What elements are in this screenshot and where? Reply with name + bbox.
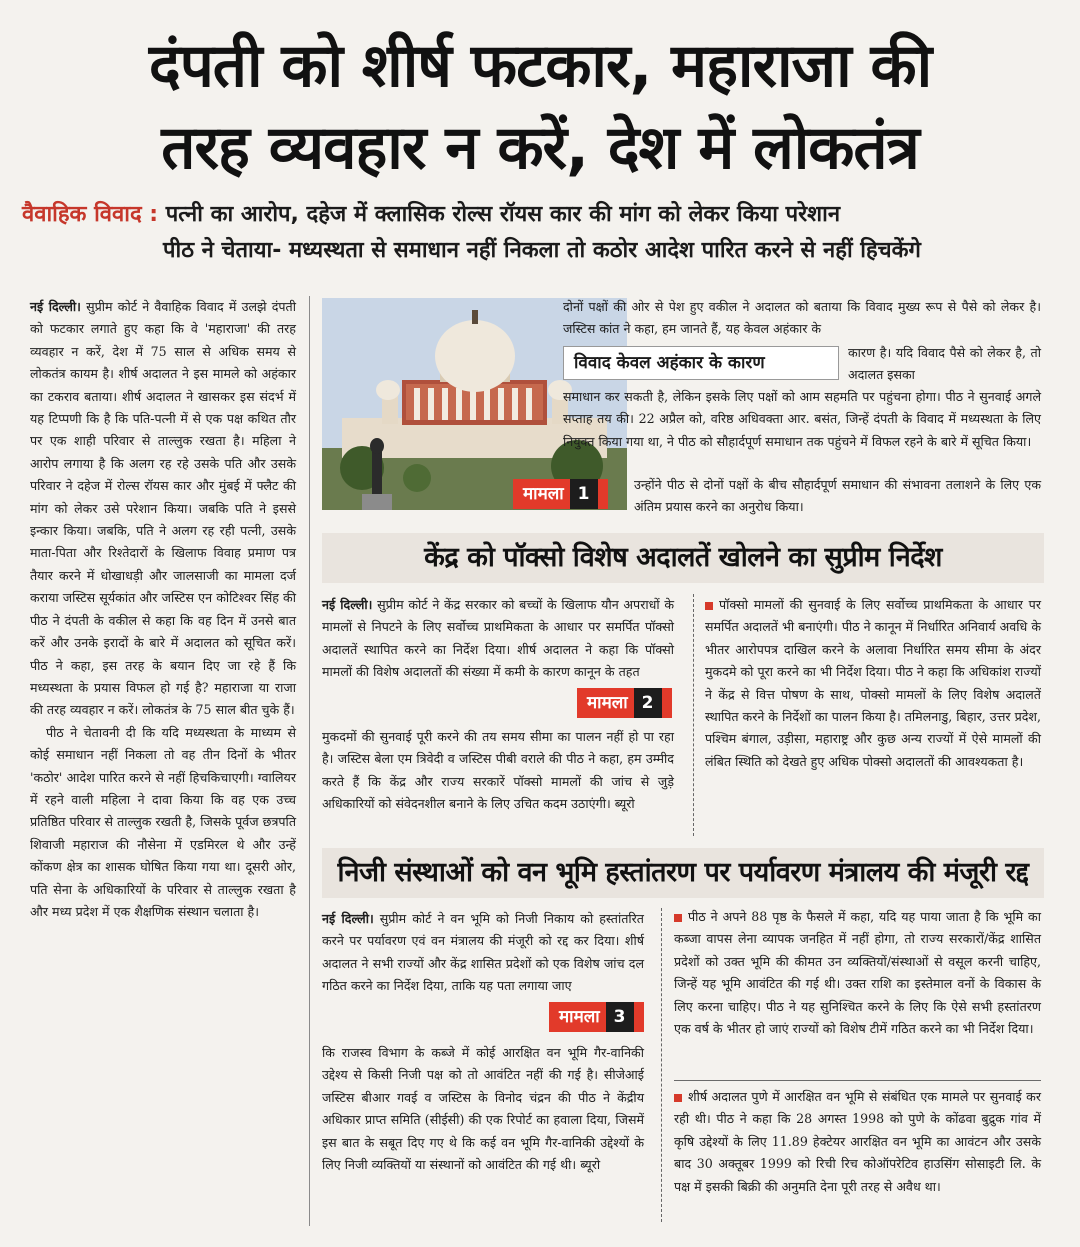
story3-divider	[661, 908, 662, 1222]
story3-left-top	[322, 908, 644, 998]
story1-box-heading: विवाद केवल अहंकार के कारण	[563, 346, 839, 380]
story1-right-side: कारण है। यदि विवाद पैसे को लेकर है, तो अदालत इसका	[848, 345, 1041, 383]
story1-right-rest: समाधान कर सकती है, लेकिन इसके लिए पक्षों को आम सहमति पर पहुंचना होगा। पीठ ने सुनवाई अगले सप्ताह तय की। 22 अप्रैल को, वरिष्ठ अधिवक्ता आर. बसंत, जिन्हें दंपती के विवाद में मध्यस्थता के लिए नियुक्त किया गया था, ने पीठ को सौहार्दपूर्ण समाधान तक पहुंचने में विफल रहने के बारे में सूचित किया।	[563, 389, 1041, 449]
subhead-line-1	[22, 196, 1062, 234]
case-tag-3-label: मामला	[559, 1007, 600, 1027]
case-tag-3-number: 3	[606, 1002, 634, 1032]
case-tag-2-number: 2	[634, 688, 662, 718]
story3-left-top-text: सुप्रीम कोर्ट ने वन भूमि को निजी निकाय को हस्तांतरित करने पर पर्यावरण एवं वन मंत्रालय की मंजूरी को रद्द कर दिया। शीर्ष अदालत ने सभी राज्यों और केंद्र शासित प्रदेशों को एक विशेष जांच दल गठित करने का निर्देश दिया, ताकि यह पता लगाया जाए	[322, 911, 644, 994]
story3-right-rule	[674, 1080, 1041, 1081]
story2-left-top	[322, 594, 674, 684]
case-tag-1-number: 1	[570, 479, 598, 509]
story2-right-text: पॉक्सो मामलों की सुनवाई के लिए सर्वोच्च प्राथमिकता के आधार पर समर्पित अदालतें भी बनाएंगी। पीठ ने कानून में निर्धारित अनिवार्य अवधि के भीतर आरोपपत्र दाखिल करने के अलावा निर्धारित समय सीमा के अंदर मुकदमे को पूरा करने का भी निर्देश दिया। पीठ ने कहा कि अधिकांश राज्यों ने केंद्र से वित्त पोषण के साथ, पोक्सो मामलों के लिए विशेष अदालतें स्थापित करने के निर्देशों का पालन किया है। तमिलनाडु, बिहार, उत्तर प्रदेश, पश्चिम बंगाल, उड़ीसा, महाराष्ट्र और कुछ अन्य राज्यों में ऐसे मामलों की लंबित स्थिति को देखते हुए अधिक पोक्सो अदालतों की आवश्यकता है।	[705, 597, 1041, 769]
story1-right-top: दोनों पक्षों की ओर से पेश हुए वकील ने अदालत को बताया कि विवाद मुख्य रूप से पैसे को लेकर है। जस्टिस कांत ने कहा, हम जानते हैं, यह केवल अहंकार के	[563, 299, 1041, 337]
story2-bullet-icon	[705, 602, 713, 610]
headline-line-1: दंपती को शीर्ष फटकार, महाराजा की	[148, 31, 932, 101]
story2-dateline: नई दिल्ली।	[322, 597, 373, 612]
story1-left-paragraph-1: सुप्रीम कोर्ट ने वैवाहिक विवाद में उलझे दंपती को फटकार लगाते हुए कहा कि वे 'महाराजा' की तरह व्यवहार न करें, देश में 75 साल से अधिक समय से लोकतंत्र कायम है। शीर्ष अदालत ने इस मामले को अहंकार का टकराव बताया। शीर्ष अदालत ने खासकर इस संदर्भ में यह टिप्पणी कि है कि पति-पत्नी में से एक पक्ष कथित तौर पर एक शाही परिवार से ताल्लुक रखता है। महिला ने आरोप लगाया है कि अलग रह रहे उसके पति और उसके परिवार ने दहेज में रोल्स रॉयस कार और मुंबई में फ्लैट की मांग को लेकर उसे परेशान किया। जबकि पति ने इससे इन्कार किया। जबकि, पति ने अलग रह रही पत्नी, उसके माता-पिता और रिश्तेदारों के खिलाफ विवाह प्रमाण पत्र तैयार करने में धोखाधड़ी और जालसाजी का मामला दर्ज कराया जस्टिस सूर्यकांत और जस्टिस एन कोटिश्वर सिंह की पीठ ने दंपती के वकील से कहा कि वह दिन में उनसे बात करें और उनके इरादों के बारे में अदालत को सूचित करें। पीठ ने कहा, इस तरह के बयान दिए जा रहे हैं कि मध्यस्थता के प्रयास विफल हो गई है? महाराजा या राजा की तरह व्यवहार न करें। लोकतंत्र के 75 साल बीत चुके हैं।	[30, 299, 296, 718]
story2-left-bottom: मुकदमों की सुनवाई पूरी करने की तय समय सीमा का पालन नहीं हो पा रहा है। जस्टिस बेला एम त्रिवेदी व जस्टिस पीबी वराले की पीठ ने कहा, हम उम्मीद करते हैं कि केंद्र और राज्य सरकारें पॉक्सो मामलों की जांच से जुड़े अधिकारियों को संवेदनशील बनाने के लिए उचित कदम उठाएंगी। ब्यूरो	[322, 729, 674, 812]
column-divider	[309, 296, 310, 1226]
subhead-text-1: पत्नी का आरोप, दहेज में क्लासिक रोल्स रॉयस कार की मांग को लेकर किया परेशान	[158, 202, 841, 227]
case-tag-2-label: मामला	[587, 693, 628, 713]
case-tag-1	[513, 479, 608, 509]
story3-bullet-icon-1	[674, 914, 682, 922]
story3-bullet-icon-2	[674, 1094, 682, 1102]
story2-heading: केंद्र को पॉक्सो विशेष अदालतें खोलने का सुप्रीम निर्देश	[322, 533, 1044, 583]
case-tag-3	[549, 1002, 644, 1032]
story3-right-1	[674, 906, 1041, 1040]
story2-left-top-text: सुप्रीम कोर्ट ने केंद्र सरकार को बच्चों के खिलाफ यौन अपराधों के मामलों से निपटने के लिए सर्वोच्च प्राथमिकता के आधार पर समर्पित पॉक्सो अदालतें स्थापित करने का निर्देश दिया। शीर्ष अदालत ने कहा कि पॉक्सो मामलों की विशेष अदालतों की संख्या में कमी के कारण कानून के तहत	[322, 597, 674, 680]
story3-right-2	[674, 1086, 1041, 1198]
story3-heading: निजी संस्थाओं को वन भूमि हस्तांतरण पर पर्यावरण मंत्रालय की मंजूरी रद्द	[322, 848, 1044, 898]
story2-right	[705, 594, 1041, 773]
subhead-line-2: पीठ ने चेताया- मध्यस्थता से समाधान नहीं निकला तो कठोर आदेश पारित करने से नहीं हिचकेंगे	[163, 238, 921, 263]
story3-right-text-1: पीठ ने अपने 88 पृष्ठ के फैसले में कहा, यदि यह पाया जाता है कि भूमि का कब्जा वापस लेना व्यापक जनहित में नहीं होगा, तो राज्य सरकारों/केंद्र शासित प्रदेशों को उक्त भूमि की कीमत उन व्यक्तियों/संस्थाओं से वसूल करनी चाहिए, जिन्हें यह भूमि आवंटित की गई थी। उक्त राशि का इस्तेमाल वनों के विकास के लिए करना चाहिए। पीठ ने यह सुनिश्चित करने के लिए कि ऐसे सभी हस्तांतरण एक वर्ष के भीतर हो जाएं राज्यों को विशेष टीमें गठित करने का भी निर्देश दिया।	[674, 909, 1041, 1037]
story3-right-text-2: शीर्ष अदालत पुणे में आरक्षित वन भूमि से संबंधित एक मामले पर सुनवाई कर रही थी। पीठ ने कहा कि 28 अगस्त 1998 को पुणे के कोंढवा बुद्रुक गांव में कृषि उद्देश्यों के लिए 11.89 हेक्टेयर आरक्षित वन भूमि का आवंटन और उसके बाद 30 अक्तूबर 1999 को रिची रिच कोऑपरेटिव हाउसिंग सोसाइटी लि. के पक्ष में इसकी बिक्री की अनुमति देना पूरी तरह से अवैध था।	[674, 1089, 1041, 1194]
story1-dateline: नई दिल्ली।	[30, 299, 81, 314]
case-tag-2	[577, 688, 672, 718]
story1-left-paragraph-2: पीठ ने चेतावनी दी कि यदि मध्यस्थता के माध्यम से कोई समाधान नहीं निकला तो वह तीन दिनों के भीतर 'कठोर' आदेश पारित करने से नहीं हिचकिचाएगी। ग्वालियर में रहने वाली महिला ने दावा किया कि वह एक उच्च प्रतिष्ठित परिवार से ताल्लुक रखती है, जिसके पूर्वज छत्रपति शिवाजी महाराज की नौसेना में एडमिरल थे और उन्हें कोंकण क्षेत्र का शासक घोषित किया गया था। दूसरी ओर, पति सेना के अधिकारियों के परिवार से ताल्लुक रखता है और मध्य प्रदेश में एक शैक्षणिक संस्थान चलाता है।	[30, 724, 296, 919]
headline-line-2: तरह व्यवहार न करें, देश में लोकतंत्र	[161, 113, 919, 183]
subhead-kicker: वैवाहिक विवाद :	[22, 202, 159, 227]
case-tag-1-label: मामला	[523, 484, 564, 504]
story1-left-column	[30, 296, 296, 923]
story3-left-bottom: कि राजस्व विभाग के कब्जे में कोई आरक्षित वन भूमि गैर-वानिकी उद्देश्य से किसी निजी पक्ष को तो आवंटित नहीं की गई है। सीजेआई जस्टिस बीआर गवई व जस्टिस के विनोद चंद्रन की पीठ ने केंद्रीय अधिकार प्राप्त समिति (सीईसी) की एक रिपोर्ट का हवाला दिया, जिसमें इस बात के सबूत दिए गए थे कि कई वन भूमि गैर-वानिकी उद्देश्यों के लिए निजी व्यक्तियों या संस्थानों को आवंटित की गई थी। ब्यूरो	[322, 1045, 644, 1173]
story3-dateline: नई दिल्ली।	[322, 911, 374, 926]
story1-right-end: उन्होंने पीठ से दोनों पक्षों के बीच सौहार्दपूर्ण समाधान की संभावना तलाशने के लिए एक अंतिम प्रयास करने का अनुरोध किया।	[634, 477, 1041, 515]
story2-divider	[693, 594, 694, 836]
